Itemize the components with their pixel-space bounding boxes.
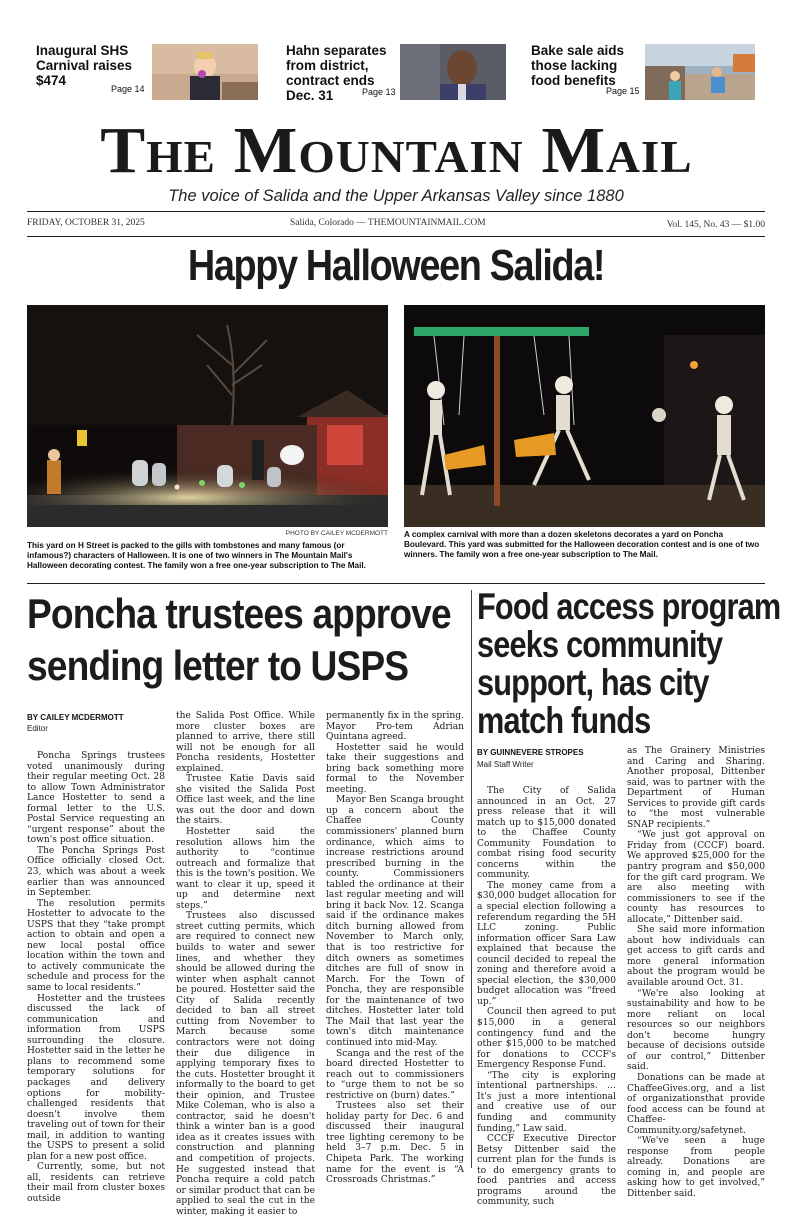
teaser-2-headline-line: contract ends: [286, 73, 375, 88]
story2-headline-line: seeks community: [477, 624, 723, 665]
story1-column-1: [27, 751, 165, 1205]
paragraph: Scanga and the rest of the board directed Hostetter to reach out to commissioners to “urge them to not be so restrictive on (burn) dates.”: [326, 1048, 464, 1101]
teaser-2-headline-line: from district,: [286, 58, 369, 73]
dateline-location: Salida, Colorado — THEMOUNTAINMAIL.COM: [290, 218, 486, 228]
paragraph: as The Grainery Ministries and Caring and Sharing. Another proposal, Dittenber said, was to partner with the Department of Human Services to provide gift cards to “the most vulnerable SNAP recipients.”: [627, 746, 765, 830]
paragraph: “We've seen a huge response from people already. Donations are coming in, and people are asking how to get involved,” Dittenber said.: [627, 1136, 765, 1199]
teaser-1-headline-line: $474: [36, 73, 67, 88]
paragraph: Mayor Ben Scanga brought up a concern about the Chaffee County commissioners' planned burn ordinance, which aims to increase restrictions around prescribed burning in the county. Commissioners tabled the ordinance at their last regular meeting and will bring it back Nov. 12. Scanga said if the ordinance makes ditch burning allowed from November to March only, that is too restrictive for ditch owners as sometimes ditches are full of snow in March. For the Town of Poncha, they are responsible for the maintenance of two ditches. Hostetter later told The Mail that last year the town's ditch maintenance continued into mid-May.: [326, 795, 464, 1048]
paragraph: The money came from a $30,000 budget allocation for a special election following a referendum regarding the 5H LLC zoning. Public information officer Sara Law explained that because the council decided to repeal the zoning and therefore avoid a special election, the $30,000 budget allocation was “freed up.”: [477, 880, 616, 1007]
teaser-3-photo: [645, 44, 755, 100]
banner-headline: Happy Halloween Salida!: [187, 241, 605, 290]
paragraph: Hostetter and the trustees discussed the lack of communication and information from USPS surrounding the closure. Hostetter said in the letter he plans to recommend some temporary solutions for packages and delivery options for mobility-challenged residents that doesn't involve them traveling out of town for their mail, in addition to wanting the USPS to present a solid plan for a new post office.: [27, 993, 165, 1162]
photo-left: [27, 305, 388, 527]
masthead-tagline: The voice of Salida and the Upper Arkansas Valley since 1880: [168, 187, 624, 205]
masthead-title[interactable]: [0, 114, 792, 187]
story1-headline[interactable]: [27, 588, 467, 692]
photo-left-credit: PHOTO BY CAILEY MCDERMOTT: [285, 530, 388, 537]
dateline-volume: Vol. 145, No. 43 — $1.00: [666, 220, 765, 230]
section-rule: [27, 583, 765, 584]
story1-headline-line: sending letter to USPS: [27, 642, 409, 689]
story1-column-2: [176, 711, 315, 1217]
paragraph: Currently, some, but not all, residents can retrieve their mail from cluster boxes outside: [27, 1162, 165, 1204]
teaser-3-headline-line: those lacking: [531, 58, 618, 73]
teaser-3[interactable]: [531, 43, 756, 101]
photo-right-caption: A complex carnival with more than a dozen skeletons decorates a yard on Poncha Boulevard. This yard was submitted for the Halloween decoration contest and is one of two winners. The family won a free one-year subscription to The Mail.: [404, 530, 760, 559]
paragraph: Council then agreed to put $15,000 in a general contingency fund and the other $15,000 to be matched for donations to CCCF's Emergency Response Fund.: [477, 1007, 616, 1071]
story2-role: Mail Staff Writer: [477, 760, 534, 769]
paragraph: the Salida Post Office. While more cluster boxes are planned to arrive, there still will not be enough for all Poncha residents, Hostetter explained.: [176, 711, 315, 774]
teaser-3-headline-line: food benefits: [531, 73, 616, 88]
story1-byline: BY CAILEY MCDERMOTT: [27, 713, 124, 722]
paragraph: permanently fix in the spring. Mayor Pro-tem Adrian Quintana agreed.: [326, 711, 464, 743]
paragraph: Trustees also discussed street cutting permits, which are required to connect new builds to water and sewer lines, and whether they should be allowed during the winter when asphalt cannot be poured. Hostetter said the City of Salida recently decided to ban all street cutting from November to March because some contractors were not doing their due diligence in applying temporary fixes to the cuts. Hostetter brought it informally to the board to get their opinion, and Trustee Mike Coleman, who is also a contractor, said he doesn't think a winter ban is a good idea as it creates issues with construction and planning and competition of projects. He suggested instead that Poncha require a cold patch or similar product that can be applied to seal the cut in the winter, making it easier to: [176, 911, 315, 1217]
paragraph: Trustee Katie Davis said she visited the Salida Post Office last week, and the line was out the door and down the stairs.: [176, 774, 315, 827]
paragraph: CCCF Executive Director Betsy Dittenber said the current plan for the funds is to do emergency grants to food pantries and access programs around the community, such: [477, 1134, 616, 1208]
story2-byline: BY GUINNEVERE STROPES: [477, 748, 584, 757]
paragraph: Trustees also set their holiday party for Dec. 6 and discussed their inaugural tree lighting ceremony to be held 3–7 p.m. Dec. 5 in Chipeta Park. The working name for the event is “A Crossroads Christmas.”: [326, 1101, 464, 1186]
paragraph: She said more information about how individuals can get access to gift cards and more general information about the program would be available around Oct. 31.: [627, 925, 765, 989]
teaser-2-photo: [400, 44, 506, 100]
story2-headline-line: support, has city: [477, 662, 709, 703]
story2-column-1: [477, 786, 616, 1208]
story2-headline[interactable]: [477, 586, 781, 741]
teaser-1-page: Page 14: [111, 84, 145, 94]
teaser-1-headline-line: Inaugural SHS: [36, 43, 129, 58]
story1-column-3: [326, 711, 464, 1186]
story1-role: Editor: [27, 724, 48, 733]
paragraph: “The city is exploring intentional partnerships. … It's just a more intentional and creative use of our funding and community funding,” Law said.: [477, 1070, 616, 1134]
dateline-date: FRIDAY, OCTOBER 31, 2025: [27, 218, 145, 228]
story1-headline-line: Poncha trustees approve: [27, 590, 451, 637]
teaser-2[interactable]: [286, 43, 511, 101]
teaser-3-headline-line: Bake sale aids: [531, 43, 625, 58]
photo-left-caption: This yard on H Street is packed to the gills with tombstones and many famous (or infamous?) characters of Halloween. It is one of two winners in The Mountain Mail's Halloween decorating contest. The family won a free one-year subscription to The Mail.: [27, 541, 366, 570]
teaser-1-headline-line: Carnival raises: [36, 58, 133, 73]
teaser-1[interactable]: [36, 43, 261, 101]
story2-headline-line: Food access program: [477, 586, 781, 627]
paragraph: Poncha Springs trustees voted unanimously during their regular meeting Oct. 28 to allow Town Administrator Lance Hostetter to send a formal letter to the U.S. Postal Service requesting an “urgent response” about the town's post office situation.: [27, 751, 165, 846]
paragraph: The resolution permits Hostetter to advocate to the USPS that they “take prompt action to obtain and open a new local postal office location within the town and to actively communicate the schedule and process for the same to local residents.”: [27, 898, 165, 994]
dateline-rule: [27, 236, 765, 237]
paragraph: Hostetter said the resolution allows him the authority to “continue outreach and formalize that this is the town's position. We want to clear it up, speed it up and determine next steps.”: [176, 827, 315, 911]
teaser-2-page: Page 13: [362, 87, 396, 97]
photo-right: [404, 305, 765, 527]
masthead-rule: [27, 211, 765, 212]
teaser-1-photo: [152, 44, 258, 100]
paragraph: “We just got approval on Friday from (CCCF) board. We approved $25,000 for the pantry program and $50,000 for the gift card program. We are also meeting with commissioners to see if the county has resources to allocate,” Dittenber said.: [627, 830, 765, 925]
story2-headline-line: match funds: [477, 700, 651, 741]
masthead-title-text: The Mountain Mail: [99, 114, 693, 187]
paragraph: Hostetter said he would take their suggestions and bring back something more formal to the November meeting.: [326, 742, 464, 795]
paragraph: The Poncha Springs Post Office officially closed Oct. 23, which was about a week earlier than was announced in September.: [27, 845, 165, 899]
teaser-2-headline-line: Dec. 31: [286, 88, 334, 103]
paragraph: The City of Salida announced in an Oct. 27 press release that it will match up to $15,000 donated to the Chaffee County Community Foundation to combat rising food security concerns within the community.: [477, 786, 616, 881]
teaser-3-page: Page 15: [606, 86, 640, 96]
paragraph: Donations can be made at ChaffeeGives.org, and a list of organizationsthat provide food access can be found at Chaffee-Community.org/safetynet.: [627, 1072, 765, 1136]
column-divider: [471, 590, 472, 1168]
teaser-2-headline-line: Hahn separates: [286, 43, 387, 58]
story2-column-2: [627, 746, 765, 1200]
paragraph: “We're also looking at sustainability and how to be more reliant on local resources so our neighbors don't become hungry because of decisions outside of our control,” Dittenber said.: [627, 988, 765, 1073]
